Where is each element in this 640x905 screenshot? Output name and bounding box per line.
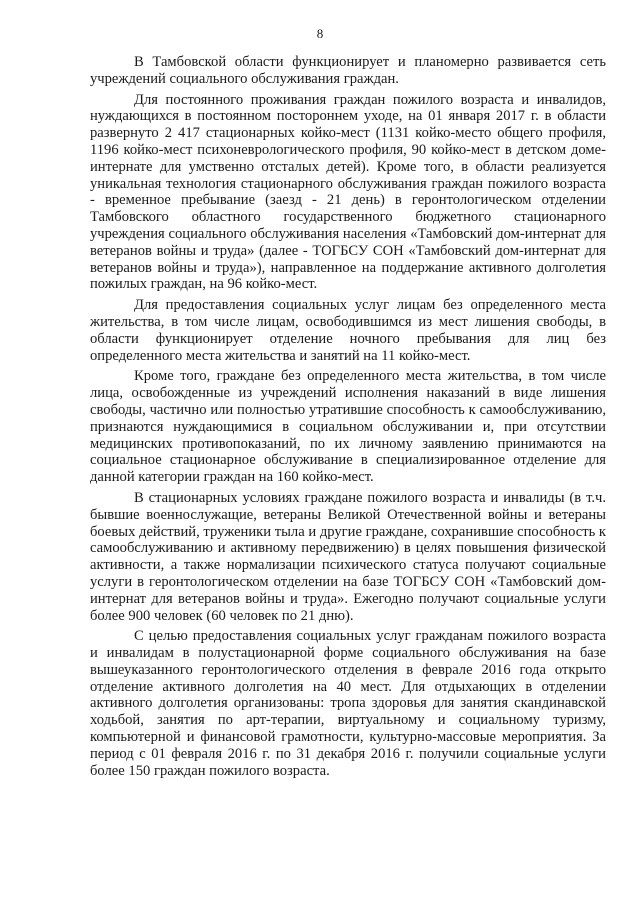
paragraph: В Тамбовской области функционирует и планомерно развивается сеть учреждений социального обслуживания граждан. (90, 54, 606, 87)
paragraph: Для постоянного проживания граждан пожилого возраста и инвалидов, нуждающихся в постоянном постороннем уходе, на 01 января 2017 г. в области развернуто 2 417 стационарных койко-мест (1131 койко-место общего профиля, 1196 койко-мест психоневрологического профиля, 90 койко-мест в детском доме-интернате для умственно отсталых детей). Кроме того, в области реализуется уникальная технология стационарного обслуживания граждан пожилого возраста - временное пребывание (заезд - 21 день) в геронтологическом отделении Тамбовского областного государственного бюджетного стационарного учреждения социального обслуживания населения «Тамбовский дом-интернат для ветеранов войны и труда» (далее - ТОГБСУ СОН «Тамбовский дом-интернат для ветеранов войны и труда»), направленное на поддержание активного долголетия пожилых граждан, на 96 койко-мест. (90, 91, 606, 293)
paragraph: Кроме того, граждане без определенного места жительства, в том числе лица, освобожденные из учреждений исполнения наказаний в виде лишения свободы, частично или полностью утратившие способность к самообслуживанию, признаются нуждающимися в социальном обслуживании и, при отсутствии медицинских противопоказаний, по их личному заявлению принимаются на социальное стационарное обслуживание в специализированное отделение для данной категории граждан на 160 койко-мест. (90, 368, 606, 486)
page-number: 8 (316, 26, 324, 41)
paragraph: В стационарных условиях граждане пожилого возраста и инвалиды (в т.ч. бывшие военнослужащие, ветераны Великой Отечественной войны и ветераны боевых действий, труженики тыла и другие граждане, сохранившие способность к самообслуживанию и активному передвижению) в целях повышения физической активности, а также нормализации психического статуса получают социальные услуги в геронтологическом отделении на базе ТОГБСУ СОН «Тамбовский дом-интернат для ветеранов войны и труда». Ежегодно получают социальные услуги более 900 человек (60 человек по 21 дню). (90, 489, 606, 624)
paragraph: Для предоставления социальных услуг лицам без определенного места жительства, в том числе лицам, освободившимся из мест лишения свободы, в области функционирует отделение ночного пребывания для лиц без определенного места жительства и занятий на 11 койко-мест. (90, 297, 606, 364)
document-body (90, 54, 606, 779)
paragraph: С целью предоставления социальных услуг гражданам пожилого возраста и инвалидам в полустационарной форме социального обслуживания на базе вышеуказанного геронтологического отделения в феврале 2016 года открыто отделение активного долголетия на 40 мест. Для отдыхающих в отделении активного долголетия организованы: тропа здоровья для занятия скандинавской ходьбой, занятия по арт-терапии, виртуальному и социальному туризму, компьютерной и финансовой грамотности, культурно-массовые мероприятия. За период с 01 февраля 2016 г. по 31 декабря 2016 г. получили социальные услуги более 150 граждан пожилого возраста. (90, 628, 606, 779)
